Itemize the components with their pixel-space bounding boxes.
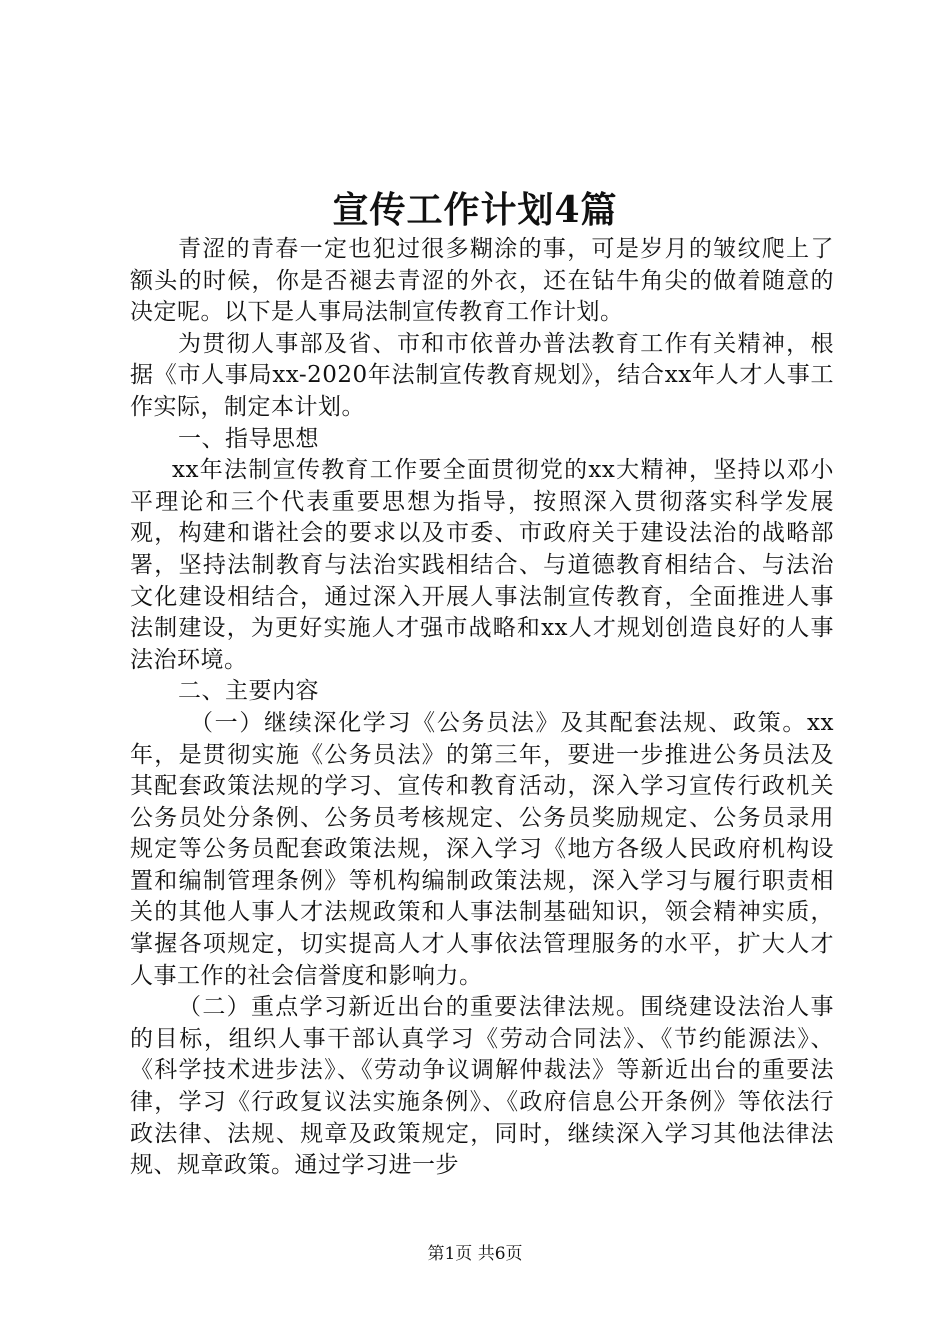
main-content-item-2: （二）重点学习新近出台的重要法律法规。围绕建设法治人事的目标，组织人事干部认真学习《劳动合同法》、《节约能源法》、《科学技术进步法》、《劳动争议调解仲裁法》等新近出台的重要法律，学习《行政复议法实施条例》、《政府信息公开条例》等依法行政法律、法规、规章及政策规定，同时，继续深入学习其他法律法规、规章政策。通过学习进一步: [130, 994, 834, 1179]
section-heading-guiding-thought: 一、指导思想: [178, 425, 319, 452]
page-footer: 第1页 共6页: [427, 1244, 523, 1264]
main-content-item-1: （一）继续深化学习《公务员法》及其配套法规、政策。xx年，是贯彻实施《公务员法》的第三年，要进一步推进公务员法及其配套政策法规的学习、宣传和教育活动，深入学习宣传行政机关公务员处分条例、公务员考核规定、公务员奖励规定、公务员录用规定等公务员配套政策法规，深入学习《地方各级人民政府机构设置和编制管理条例》等机构编制政策法规，深入学习与履行职责相关的其他人事人才法规政策和人事法制基础知识，领会精神实质，掌握各项规定，切实提高人才人事依法管理服务的水平，扩大人才人事工作的社会信誉度和影响力。: [130, 709, 834, 989]
section-heading-main-content: 二、主要内容: [178, 678, 319, 705]
guiding-thought-paragraph: xx年法制宣传教育工作要全面贯彻党的xx大精神，坚持以邓小平理论和三个代表重要思想为指导，按照深入贯彻落实科学发展观，构建和谐社会的要求以及市委、市政府关于建设法治的战略部署，坚持法制教育与法治实践相结合、与道德教育相结合、与法治文化建设相结合，通过深入开展人事法制宣传教育，全面推进人事法制建设，为更好实施人才强市战略和xx人才规划创造良好的人事法治环境。: [130, 457, 834, 673]
page-title: 宣传工作计划4篇: [332, 189, 618, 231]
document-body: [130, 234, 834, 1182]
intro-paragraph: 青涩的青春一定也犯过很多糊涂的事，可是岁月的皱纹爬上了额头的时候，你是否褪去青涩的外衣，还在钻牛角尖的做着随意的决定呢。以下是人事局法制宣传教育工作计划。: [130, 236, 834, 326]
purpose-paragraph: 为贯彻人事部及省、市和市依普办普法教育工作有关精神，根据《市人事局xx-2020年法制宣传教育规划》，结合xx年人才人事工作实际，制定本计划。: [130, 330, 834, 420]
